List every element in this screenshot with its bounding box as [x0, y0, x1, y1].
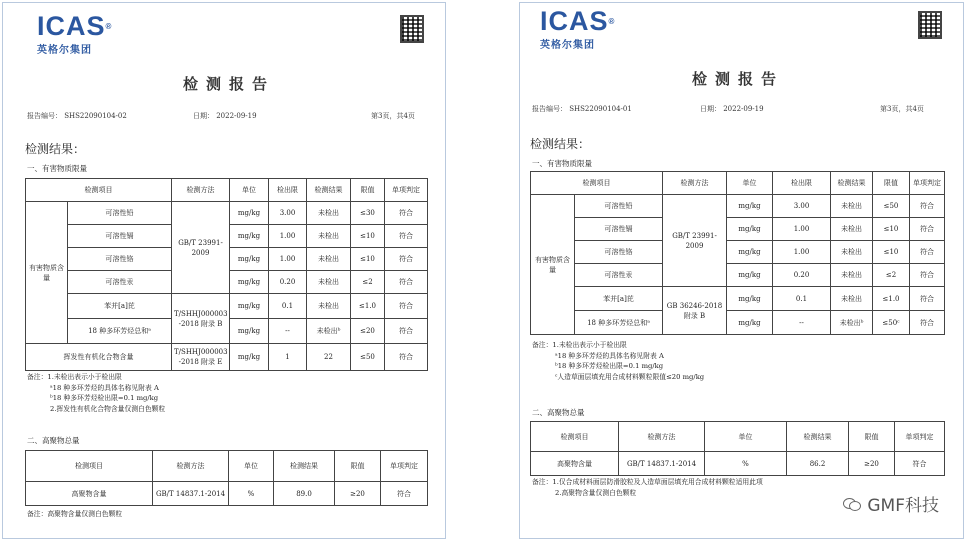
section-polymer-heading: 二、高聚物总量	[27, 436, 80, 445]
table-cell: mg/kg	[230, 319, 269, 344]
table-cell: ≥20	[849, 452, 895, 476]
table-cell: mg/kg	[230, 294, 269, 319]
watermark	[843, 491, 939, 516]
table-cell: ≤50ᶜ	[873, 311, 910, 335]
header-limit: 限值	[351, 179, 385, 202]
table-cell: 18 种多环芳烃总和ᵃ	[68, 319, 172, 344]
table-cell: 符合	[895, 452, 945, 476]
section-hazard-heading: 一、有害物质限量	[27, 164, 87, 173]
notes-1	[532, 340, 704, 382]
header-judgement: 单项判定	[895, 422, 945, 452]
section-polymer-heading: 二、高聚物总量	[532, 408, 585, 417]
report-date: 日期： 2022-09-19	[193, 112, 257, 120]
header-method: 检测方法	[153, 451, 229, 482]
table-cell: ≤10	[873, 241, 910, 264]
registered-mark: ®	[105, 22, 113, 31]
icas-logo	[37, 13, 112, 56]
qr-code-icon	[400, 15, 424, 43]
polymer-table	[25, 450, 428, 506]
table-cell: 符合	[385, 248, 428, 271]
table-cell: ≤50	[351, 344, 385, 371]
table-cell: ≤2	[873, 264, 910, 287]
report-page-1	[2, 2, 446, 539]
header-item: 检测项目	[531, 422, 619, 452]
note-line: ᵇ18 种多环芳烃检出限=0.1 mg/kg	[50, 394, 159, 402]
note-line: ᵃ18 种多环芳烃的具体名称见附表 A	[555, 351, 664, 360]
table-cell: 1.00	[773, 218, 831, 241]
logo-subtitle: 英格尔集团	[37, 45, 92, 56]
table-cell: 86.2	[787, 452, 849, 476]
header-result: 检测结果	[274, 451, 335, 482]
table-cell: 符合	[381, 482, 428, 506]
table-cell: 可溶性汞	[68, 271, 172, 294]
table-cell: mg/kg	[727, 287, 773, 311]
header-method: 检测方法	[619, 422, 705, 452]
table-cell: 未检出ᵇ	[307, 319, 351, 344]
header-item: 检测项目	[26, 179, 172, 202]
table-cell: mg/kg	[727, 311, 773, 335]
table-cell: 未检出	[307, 202, 351, 225]
polymer-table	[530, 421, 945, 476]
table-cell: 苯并[a]芘	[575, 287, 663, 311]
table-cell: 0.1	[269, 294, 307, 319]
table-cell: 符合	[910, 264, 945, 287]
hazard-table	[530, 171, 945, 335]
table-cell: 未检出	[831, 241, 873, 264]
table-cell: 可溶性镉	[68, 225, 172, 248]
icas-logo	[540, 8, 615, 51]
header-detection-limit: 检出限	[773, 172, 831, 195]
table-cell: 符合	[385, 344, 428, 371]
table-cell: 18 种多环芳烃总和ᵃ	[575, 311, 663, 335]
table-cell: 未检出ᵇ	[831, 311, 873, 335]
table-cell: --	[269, 319, 307, 344]
header-limit: 限值	[873, 172, 910, 195]
wechat-icon	[843, 496, 861, 511]
table-cell: mg/kg	[727, 195, 773, 218]
table-cell: 1.00	[269, 225, 307, 248]
report-date: 日期： 2022-09-19	[700, 105, 764, 113]
section-hazard-heading: 一、有害物质限量	[532, 159, 592, 168]
table-cell: 未检出	[831, 264, 873, 287]
header-method: 检测方法	[172, 179, 230, 202]
table-cell: 3.00	[773, 195, 831, 218]
table-cell: ≤1.0	[351, 294, 385, 319]
table-cell: mg/kg	[230, 344, 269, 371]
table-cell: 未检出	[831, 195, 873, 218]
method-cell: T/SHHJ000003 -2018 附录 E	[172, 344, 230, 371]
table-cell: %	[229, 482, 274, 506]
table-cell: ≤10	[351, 225, 385, 248]
report-title: 检测报告	[692, 70, 785, 88]
header-unit: 单位	[705, 422, 787, 452]
table-cell: 1.00	[773, 241, 831, 264]
logo-subtitle: 英格尔集团	[540, 40, 595, 51]
table-cell: 符合	[385, 294, 428, 319]
table-cell: 0.20	[269, 271, 307, 294]
header-method: 检测方法	[663, 172, 727, 195]
table-cell: mg/kg	[230, 225, 269, 248]
note-line: ᵇ18 种多环芳烃检出限=0.1 mg/kg	[555, 362, 664, 370]
header-judgement: 单项判定	[381, 451, 428, 482]
group-label: 有害物质含量	[531, 195, 575, 335]
table-cell: 89.0	[274, 482, 335, 506]
notes-1	[27, 372, 165, 414]
notes-2	[27, 509, 122, 520]
table-cell: 可溶性镉	[575, 218, 663, 241]
header-judgement: 单项判定	[910, 172, 945, 195]
table-cell: 未检出	[307, 225, 351, 248]
header-unit: 单位	[230, 179, 269, 202]
header-item: 检测项目	[26, 451, 153, 482]
note-line: 备注：1.未检出表示小于检出限	[532, 341, 627, 349]
note-line: ᶜ人造草面层填充用合成材料颗粒限值≤20 mg/kg	[555, 372, 705, 381]
table-cell: mg/kg	[727, 218, 773, 241]
results-heading: 检测结果：	[530, 137, 591, 151]
header-detection-limit: 检出限	[269, 179, 307, 202]
header-unit: 单位	[229, 451, 274, 482]
table-cell: mg/kg	[727, 241, 773, 264]
table-cell: 1	[269, 344, 307, 371]
note-line: 备注：1.仅合成材料面层防滑胶粒及人造草面层填充用合成材料颗粒适用此项	[532, 478, 763, 486]
method-cell: GB/T 23991-2009	[663, 195, 727, 287]
report-number: 报告编号： SHS22090104-01	[532, 105, 632, 113]
method-cell: GB/T 23991-2009	[172, 202, 230, 294]
header-result: 检测结果	[831, 172, 873, 195]
table-cell: 未检出	[831, 218, 873, 241]
logo-text: ICAS	[37, 11, 106, 41]
table-cell: 1.00	[269, 248, 307, 271]
table-cell: mg/kg	[230, 202, 269, 225]
qr-code-icon	[918, 11, 942, 39]
table-cell: 符合	[910, 287, 945, 311]
table-cell: 符合	[910, 311, 945, 335]
table-cell: ≤2	[351, 271, 385, 294]
table-cell: 未检出	[831, 287, 873, 311]
notes-2	[532, 477, 763, 498]
table-cell: 可溶性汞	[575, 264, 663, 287]
table-cell: 未检出	[307, 248, 351, 271]
results-heading: 检测结果：	[25, 142, 86, 156]
group-label: 有害物质含量	[26, 202, 68, 344]
table-cell: 3.00	[269, 202, 307, 225]
table-cell: mg/kg	[727, 264, 773, 287]
report-title: 检测报告	[183, 75, 276, 93]
table-cell: 高聚物含量	[26, 482, 153, 506]
table-cell: GB/T 14837.1-2014	[619, 452, 705, 476]
table-cell: 可溶性铬	[68, 248, 172, 271]
table-cell: 0.1	[773, 287, 831, 311]
table-cell: GB/T 14837.1-2014	[153, 482, 229, 506]
header-judgement: 单项判定	[385, 179, 428, 202]
table-cell: ≤10	[873, 218, 910, 241]
table-cell: 0.20	[773, 264, 831, 287]
report-number: 报告编号： SHS22090104-02	[27, 112, 127, 120]
note-line: 2.挥发性有机化合物含量仅测白色颗粒	[50, 404, 166, 413]
hazard-table	[25, 178, 428, 371]
note-line: 备注：高聚物含量仅测白色颗粒	[27, 510, 123, 518]
table-cell: ≤30	[351, 202, 385, 225]
table-cell: ≤50	[873, 195, 910, 218]
table-cell: 符合	[385, 202, 428, 225]
method-cell: T/SHHJ000003 -2018 附录 B	[172, 294, 230, 344]
table-cell: --	[773, 311, 831, 335]
table-cell: 符合	[385, 319, 428, 344]
table-cell: 未检出	[307, 271, 351, 294]
table-cell: ≤10	[351, 248, 385, 271]
note-line: ᵃ18 种多环芳烃的具体名称见附表 A	[50, 383, 159, 392]
table-cell: 未检出	[307, 294, 351, 319]
header-limit: 限值	[335, 451, 381, 482]
table-cell: 苯并[a]芘	[68, 294, 172, 319]
note-line: 备注：1.未检出表示小于检出限	[27, 373, 122, 381]
table-cell: ≤1.0	[873, 287, 910, 311]
method-cell: GB 36246-2018 附录 B	[663, 287, 727, 335]
page-info: 第3页，共4页	[880, 105, 924, 113]
table-cell: 符合	[910, 218, 945, 241]
table-cell: mg/kg	[230, 271, 269, 294]
table-cell: 挥发性有机化合物含量	[26, 344, 172, 371]
logo-text: ICAS	[540, 6, 609, 36]
report-page-2	[519, 2, 964, 539]
table-cell: 符合	[385, 271, 428, 294]
table-cell: 可溶性铅	[68, 202, 172, 225]
table-cell: ≤20	[351, 319, 385, 344]
registered-mark: ®	[608, 17, 616, 26]
table-cell: ≥20	[335, 482, 381, 506]
watermark-text: GMF科技	[867, 496, 939, 516]
table-cell: 符合	[910, 241, 945, 264]
table-cell: 可溶性铬	[575, 241, 663, 264]
header-limit: 限值	[849, 422, 895, 452]
table-cell: 符合	[385, 225, 428, 248]
header-result: 检测结果	[787, 422, 849, 452]
header-item: 检测项目	[531, 172, 663, 195]
table-cell: 22	[307, 344, 351, 371]
page-info: 第3页，共4页	[371, 112, 415, 120]
table-cell: %	[705, 452, 787, 476]
header-unit: 单位	[727, 172, 773, 195]
note-line: 2.高聚物含量仅测白色颗粒	[555, 488, 637, 497]
table-cell: mg/kg	[230, 248, 269, 271]
table-cell: 符合	[910, 195, 945, 218]
header-result: 检测结果	[307, 179, 351, 202]
table-cell: 可溶性铅	[575, 195, 663, 218]
table-cell: 高聚物含量	[531, 452, 619, 476]
